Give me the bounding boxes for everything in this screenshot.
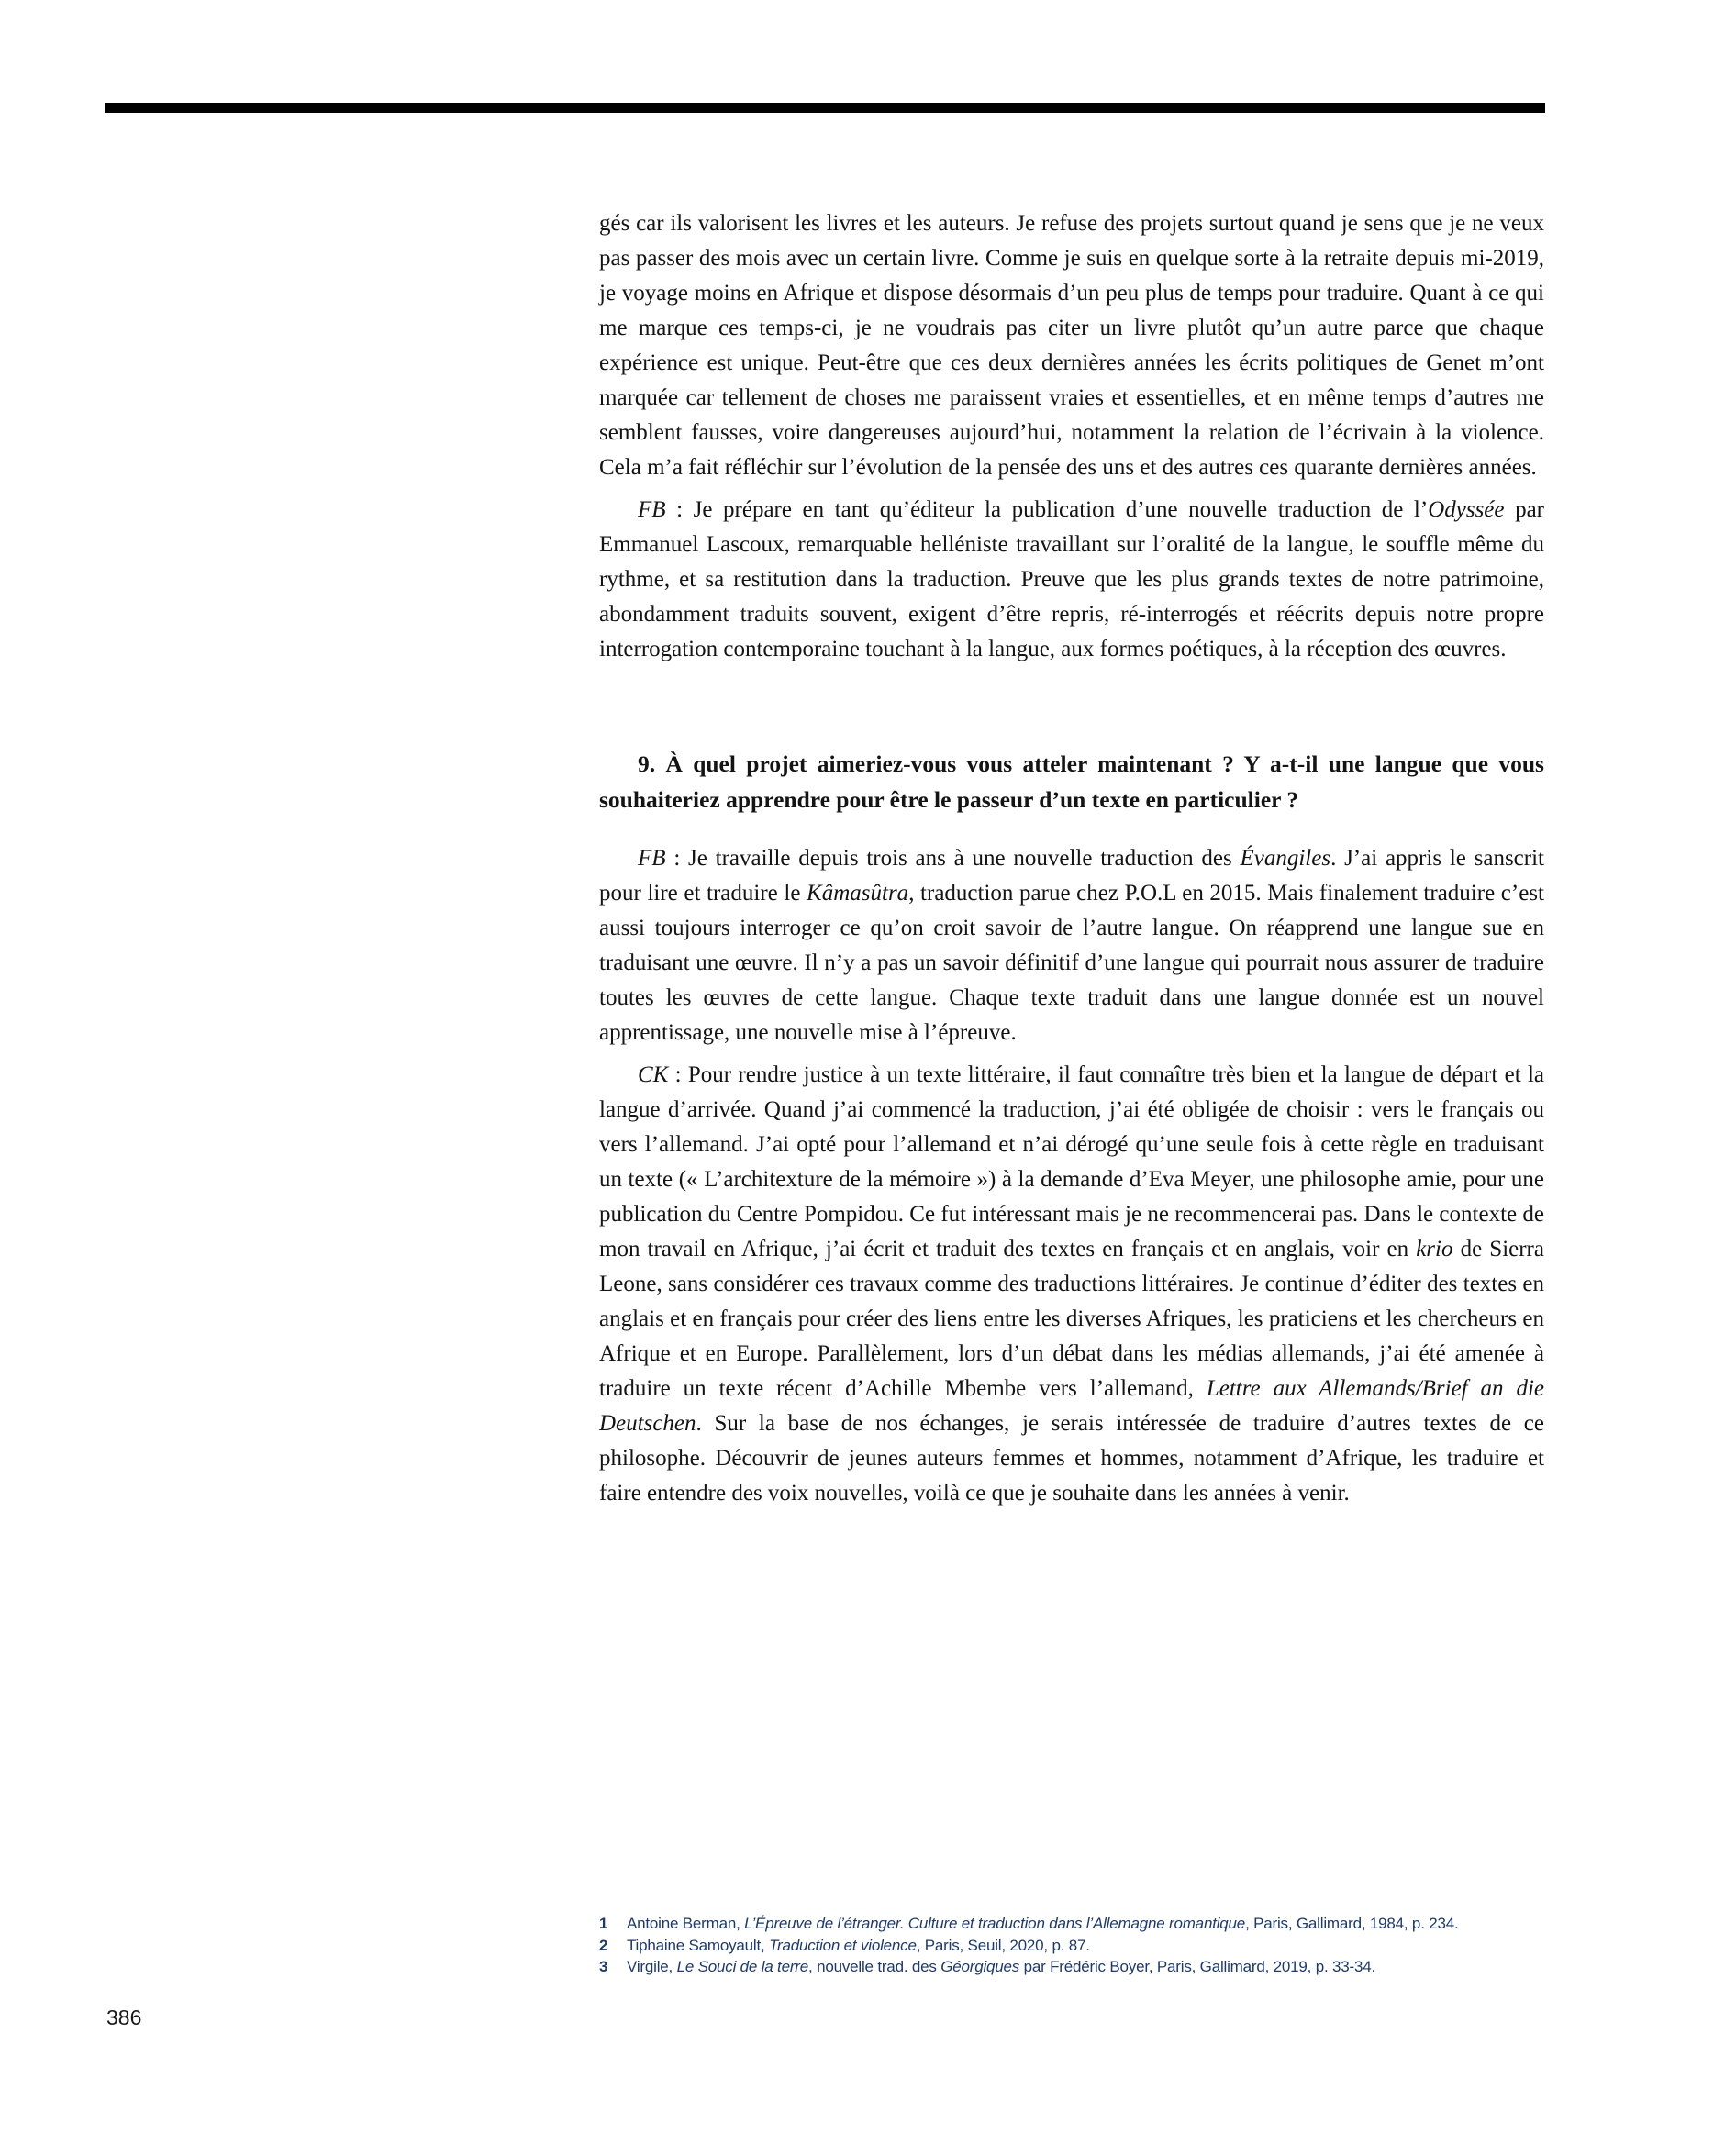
body-text xyxy=(599,206,1544,1511)
footnote-number: 2 xyxy=(599,1936,608,1954)
footnotes-block xyxy=(599,1913,1553,1978)
footnote-text: Antoine Berman, L’Épreuve de l’étranger. Culture et traduction dans l’Allemagne romantique, Paris, Gallimard, 1984, p. 234. xyxy=(627,1915,1459,1932)
page-number: 386 xyxy=(106,2006,142,2029)
footnote-text: Virgile, Le Souci de la terre, nouvelle trad. des Géorgiques par Frédéric Boyer, Paris, Gallimard, 2019, p. 33-34. xyxy=(627,1958,1376,1975)
paragraph-ck: CK : Pour rendre justice à un texte littéraire, il faut connaître très bien et la langue de départ et la langue d’arrivée. Quand j’ai commencé la traduction, j’ai été obligée de choisir : vers le français ou vers l’allemand. J’ai opté pour l’allemand et n’ai dérogé qu’une seule fois à cette règle en traduisant un texte (« L’architexture de la mémoire ») à la demande d’Eva Meyer, une philosophe amie, pour une publication du Centre Pompidou. Ce fut intéressant mais je ne recommencerai pas. Dans le contexte de mon travail en Afrique, j’ai écrit et traduit des textes en français et en anglais, voir en krio de Sierra Leone, sans considérer ces travaux comme des traductions littéraires. Je continue d’éditer des textes en anglais et en français pour créer des liens entre les diverses Afriques, les praticiens et les chercheurs en Afrique et en Europe. Parallèlement, lors d’un débat dans les médias allemands, j’ai été amenée à traduire un texte récent d’Achille Mbembe vers l’allemand, Lettre aux Allemands/Brief an die Deutschen. Sur la base de nos échanges, je serais intéressée de traduire d’autres textes de ce philosophe. Découvrir de jeunes auteurs femmes et hommes, notamment d’Afrique, les traduire et faire entendre des voix nouvelles, voilà ce que je souhaite dans les années à venir. xyxy=(599,1062,1545,1506)
paragraph-continuation: gés car ils valorisent les livres et les auteurs. Je refuse des projets surtout quand je sens que je ne veux pas passer des mois avec un certain livre. Comme je suis en quelque sorte à la retraite depuis mi-2019, je voyage moins en Afrique et dispose désormais d’un peu plus de temps pour traduire. Quant à ce qui me marque ces temps-ci, je ne voudrais pas citer un livre plutôt qu’un autre parce que chaque expérience est unique. Peut-être que ces deux dernières années les écrits politiques de Genet m’ont marquée car tellement de choses me paraissent vraies et essentielles, et en même temps d’autres me semblent fausses, voire dangereuses aujourd’hui, notamment la relation de l’écrivain à la violence. Cela m’a fait réfléchir sur l’évolution de la pensée des uns et des autres ces quarante dernières années. xyxy=(599,211,1544,480)
top-rule xyxy=(105,103,1545,113)
footnote-text: Tiphaine Samoyault, Traduction et violence, Paris, Seuil, 2020, p. 87. xyxy=(627,1936,1090,1954)
footnote-item xyxy=(599,1913,1553,1935)
footnote-item xyxy=(599,1935,1553,1957)
paragraph-fb-evangiles: FB : Je travaille depuis trois ans à une nouvelle traduction des Évangiles. J’ai appris le sanscrit pour lire et traduire le Kâmasûtra, traduction parue chez P.O.L en 2015. Mais finalement traduire c’est aussi toujours interroger ce qu’on croit savoir de l’autre langue. On réapprend une langue sue en traduisant une œuvre. Il n’y a pas un savoir définitif d’une langue qui pourrait nous assurer de traduire toutes les œuvres de cette langue. Chaque texte traduit dans une langue donnée est un nouvel apprentissage, une nouvelle mise à l’épreuve. xyxy=(599,846,1544,1045)
footnote-number: 1 xyxy=(599,1915,608,1932)
paragraph-fb-odyssee: FB : Je prépare en tant qu’éditeur la publication d’une nouvelle traduction de l’Odyssée par Emmanuel Lascoux, remarquable helléniste travaillant sur l’oralité de la langue, le souffle même du rythme, et sa restitution dans la traduction. Preuve que les plus grands textes de notre patrimoine, abondamment traduits souvent, exigent d’être repris, ré-interrogés et réécrits depuis notre propre interrogation contemporaine touchant à la langue, aux formes poétiques, à la réception des œuvres. xyxy=(599,497,1545,661)
footnote-number: 3 xyxy=(599,1958,608,1975)
footnote-item xyxy=(599,1956,1553,1978)
section-heading: 9. À quel projet aimeriez-vous vous atteler maintenant ? Y a-t-il une langue que vous souhaiteriez apprendre pour être le passeur d’un texte en particulier ? xyxy=(599,750,1544,813)
